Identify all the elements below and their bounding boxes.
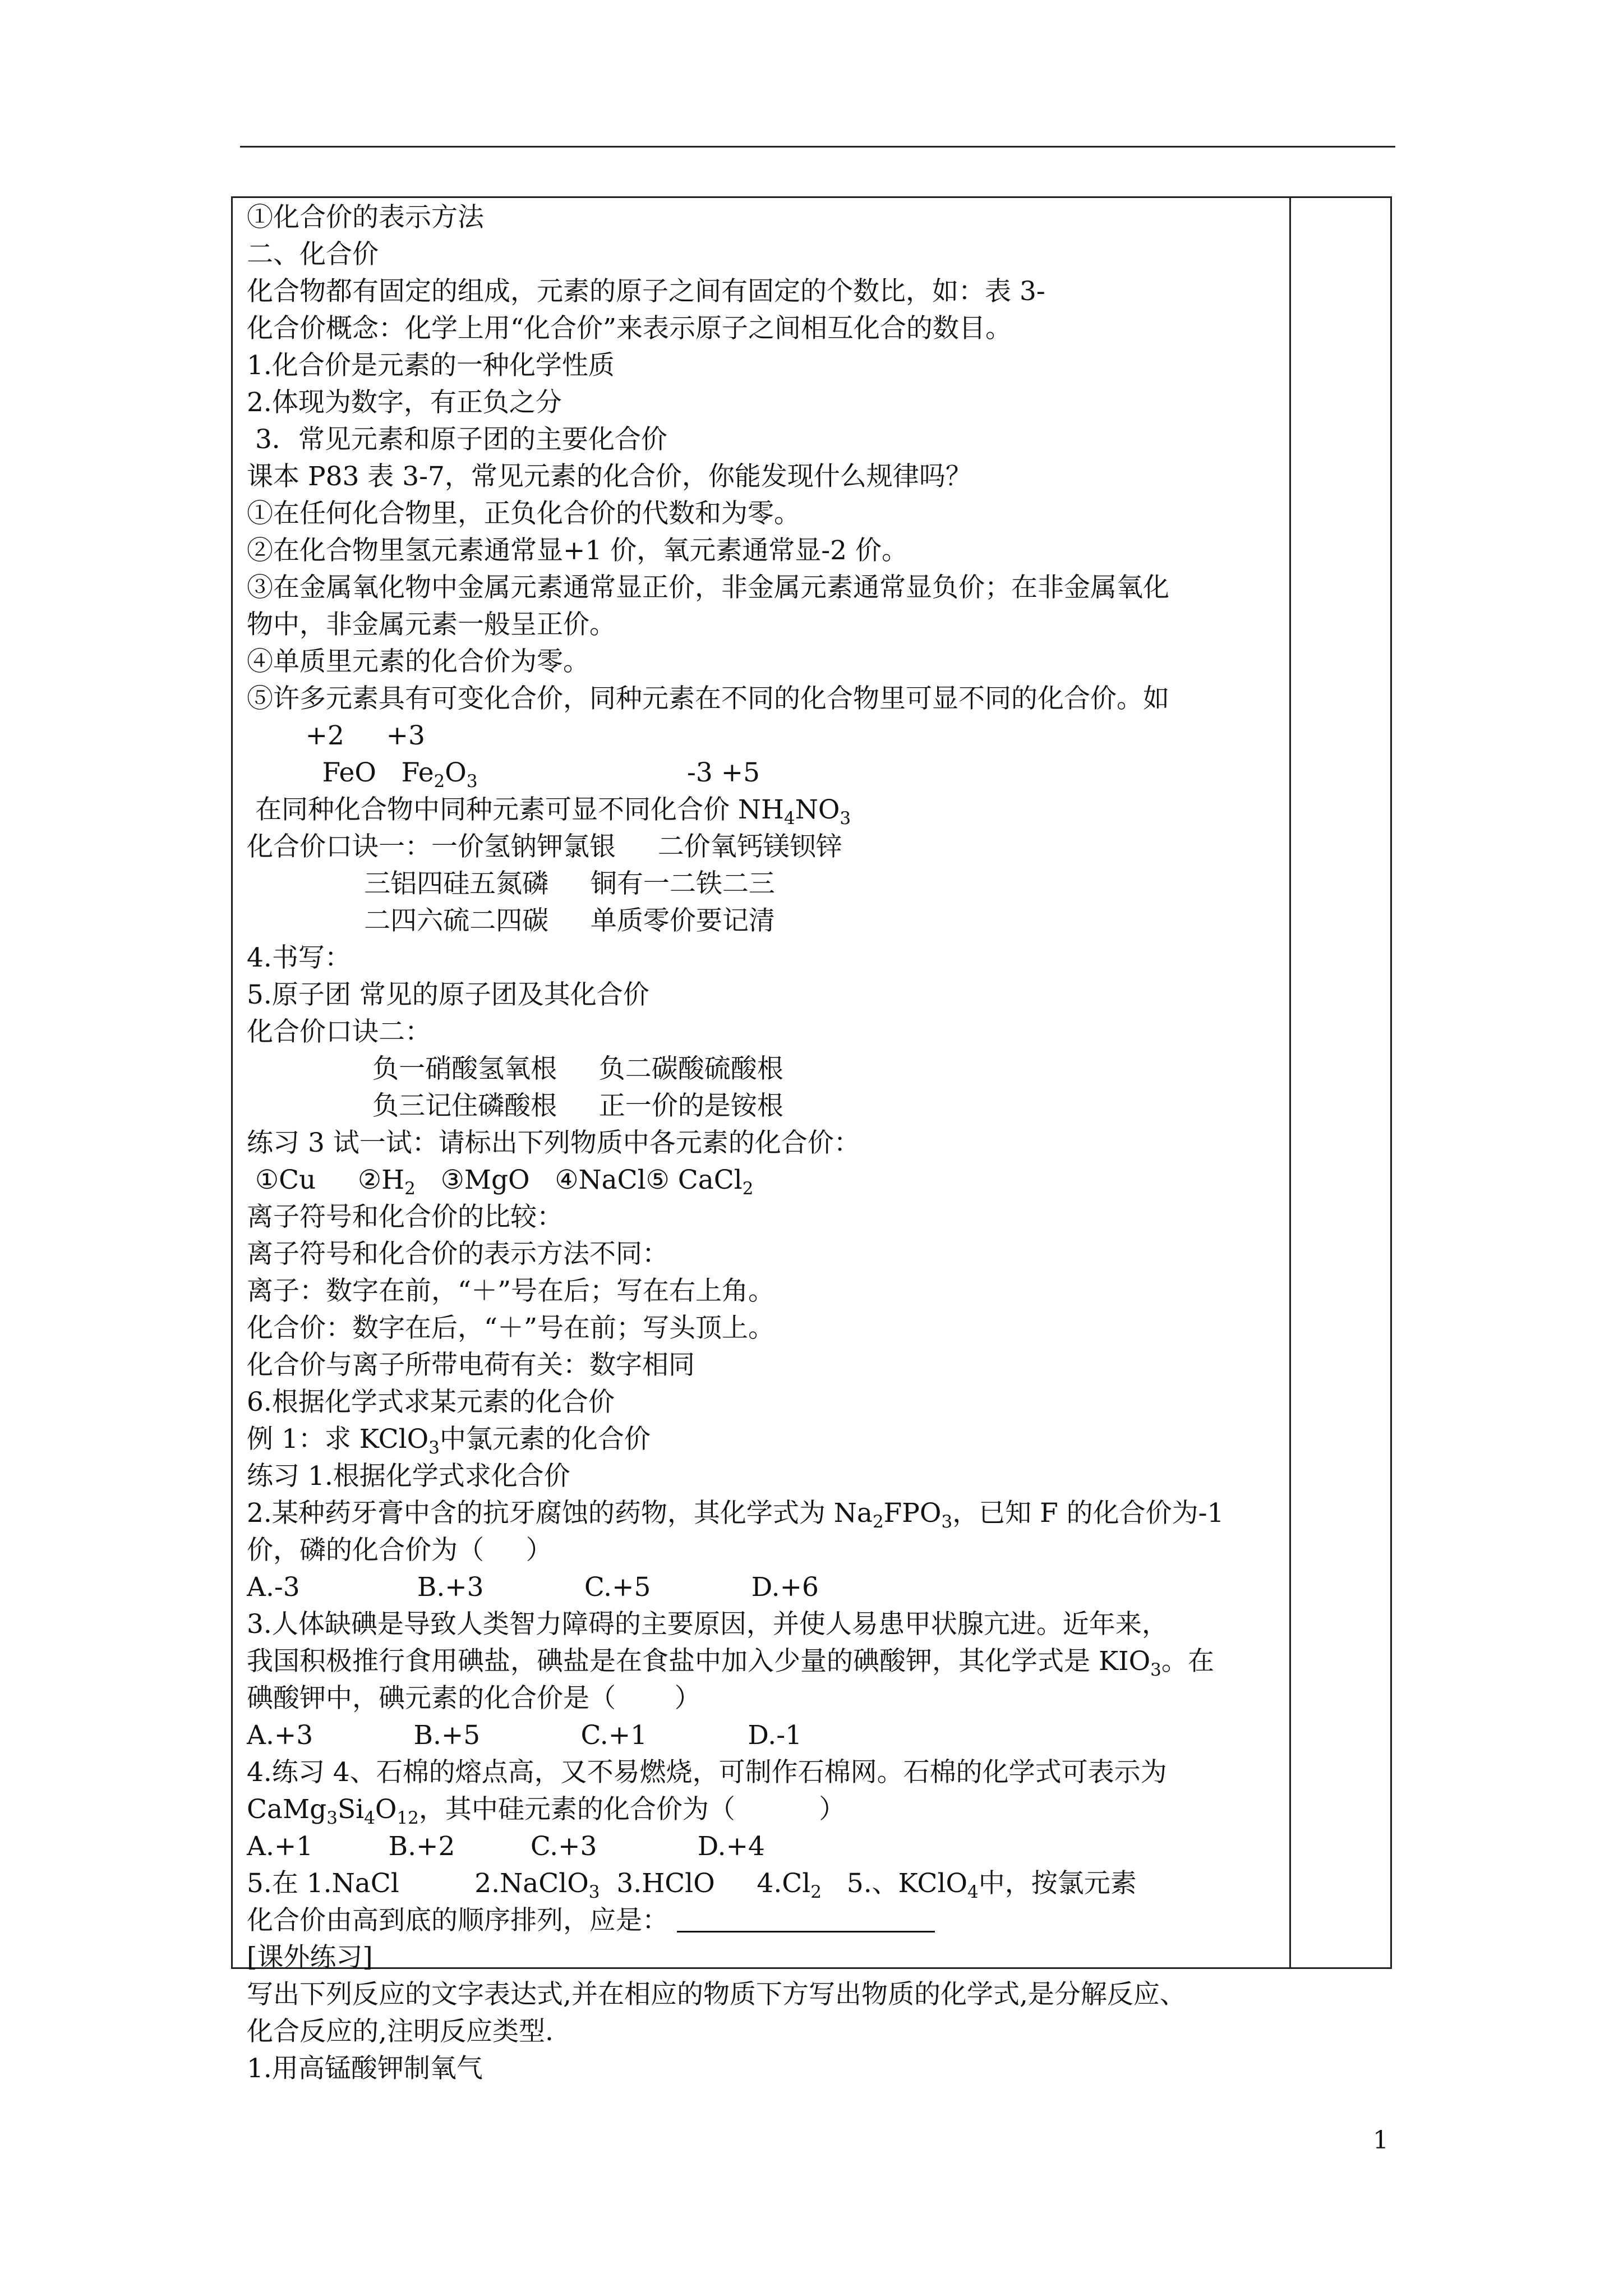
answer-options: A.+1 B.+2 C.+3 D.+4 [247,1831,765,1862]
text-line: 3．常见元素和原子团的主要化合价 [247,424,667,455]
mnemonic-line: 负三记住磷酸根 正一价的是铵根 [247,1091,783,1121]
text-line: 写出下列反应的文字表达式,并在相应的物质下方写出物质的化学式,是分解反应、 [247,1979,1186,2010]
answer-options: A.-3 B.+3 C.+5 D.+6 [247,1572,819,1603]
text-line: 6.根据化学式求某元素的化合价 [247,1387,615,1418]
text-line: 化合反应的,注明反应类型. [247,2016,554,2047]
question-line: 我国积极推行食用碘盐，碘盐是在食盐中加入少量的碘酸钾，其化学式是 $KIO_3$。在 [247,1646,1214,1680]
text-line: ②在化合物里氢元素通常显+1 价，氧元素通常显-2 价。 [247,535,908,566]
section-heading: 二、化合价 [247,239,379,270]
formula-line: ①Cu $②H_2$ ③MgO ④NaCl⑤ CaCl$_2$ [247,1165,754,1199]
text-line: 2.体现为数字，有正负之分 [247,387,562,418]
text-line: 化合价概念：化学上用“化合价”来表示原子之间相互化合的数目。 [247,313,1012,344]
text-line: 5.原子团 常见的原子团及其化合价 [247,979,649,1010]
question-line: 价，磷的化合价为（ ） [247,1535,552,1566]
answer-options: A.+3 B.+5 C.+1 D.-1 [247,1720,803,1751]
text-line: 1.化合价是元素的一种化学性质 [247,350,615,381]
section-heading: [课外练习] [247,1942,373,1973]
text-line: 课本 P83 表 3-7，常见元素的化合价，你能发现什么规律吗？ [247,461,972,492]
text-line: 离子符号和化合价的比较： [247,1202,563,1232]
question-line: 化合价由高到底的顺序排列，应是： [247,1902,935,1939]
text-line: ⑤许多元素具有可变化合价，同种元素在不同的化合物里可显不同的化合价。如 [247,683,1169,714]
mnemonic-line: 二四六硫二四碳 单质零价要记清 [247,905,775,936]
notes-column-divider [1289,198,1291,1967]
question-line: 2.某种药牙膏中含的抗牙腐蚀的药物，其化学式为 $Na_2FPO_3$，已知 F 的化合价为-1 [247,1498,1224,1532]
text-line: ④单质里元素的化合价为零。 [247,646,589,677]
page-number: 1 [1373,2126,1389,2155]
example-line: 例 1：求 KClO$_3$中氯元素的化合价 [247,1424,651,1458]
question-line: 碘酸钾中，碘元素的化合价是（ ） [247,1683,701,1714]
mnemonic-line: 三铝四硅五氮磷 铜有一二铁二三 [247,868,775,899]
text-line: 化合价与离子所带电荷有关：数字相同 [247,1350,695,1381]
text-line: ①化合价的表示方法 [247,202,484,233]
question-line: 4.练习 4、石棉的熔点高，又不易燃烧，可制作石棉网。石棉的化学式可表示为 [247,1757,1167,1788]
answer-blank[interactable] [677,1908,935,1932]
text-line: 化合物都有固定的组成，元素的原子之间有固定的个数比，如：表 3- [247,276,1045,307]
formula-line: FeO $Fe_2O_3$ -3 +5 [247,757,760,792]
question-line: $CaMg_3Si_4O_{12}$，其中硅元素的化合价为（ ） [247,1794,846,1828]
text-line: 离子符号和化合价的表示方法不同： [247,1239,668,1269]
question-line: 3.人体缺碘是导致人类智力障碍的主要原因，并使人易患甲状腺亢进。近年来， [247,1609,1168,1640]
mnemonic-line: 负一硝酸氢氧根 负二碳酸硫酸根 [247,1053,783,1084]
text-line: 1.用高锰酸钾制氧气 [247,2053,483,2084]
text-line: 离子：数字在前，“＋”号在后；写在右上角。 [247,1276,775,1306]
text-line: 化合价口诀二： [247,1016,431,1047]
text-line: 4.书写： [247,942,351,973]
header-rule [240,146,1395,148]
exercise-line: 练习 3 试一试：请标出下列物质中各元素的化合价： [247,1128,860,1158]
formula-line: 在同种化合物中同种元素可显不同化合价 $NH_4NO_3$ [247,794,851,829]
exercise-line: 练习 1.根据化学式求化合价 [247,1461,570,1492]
text-line: 物中，非金属元素一般呈正价。 [247,609,616,640]
text-line: ③在金属氧化物中金属元素通常显正价，非金属元素通常显负价；在非金属氧化 [247,572,1169,603]
text-line: 化合价：数字在后，“＋”号在前；写头顶上。 [247,1313,775,1343]
question-line: 5.在 1.NaCl 2.NaClO$_3$ 3.HClO $4.Cl_2$ 5.、KClO$_4$中，按氯元素 [247,1868,1137,1902]
mnemonic-line: 化合价口诀一：一价氢钠钾氯银 二价氧钙镁钡锌 [247,831,842,862]
valence-superscript-line: +2 +3 [247,720,425,751]
text-line: ①在任何化合物里，正负化合价的代数和为零。 [247,498,800,529]
